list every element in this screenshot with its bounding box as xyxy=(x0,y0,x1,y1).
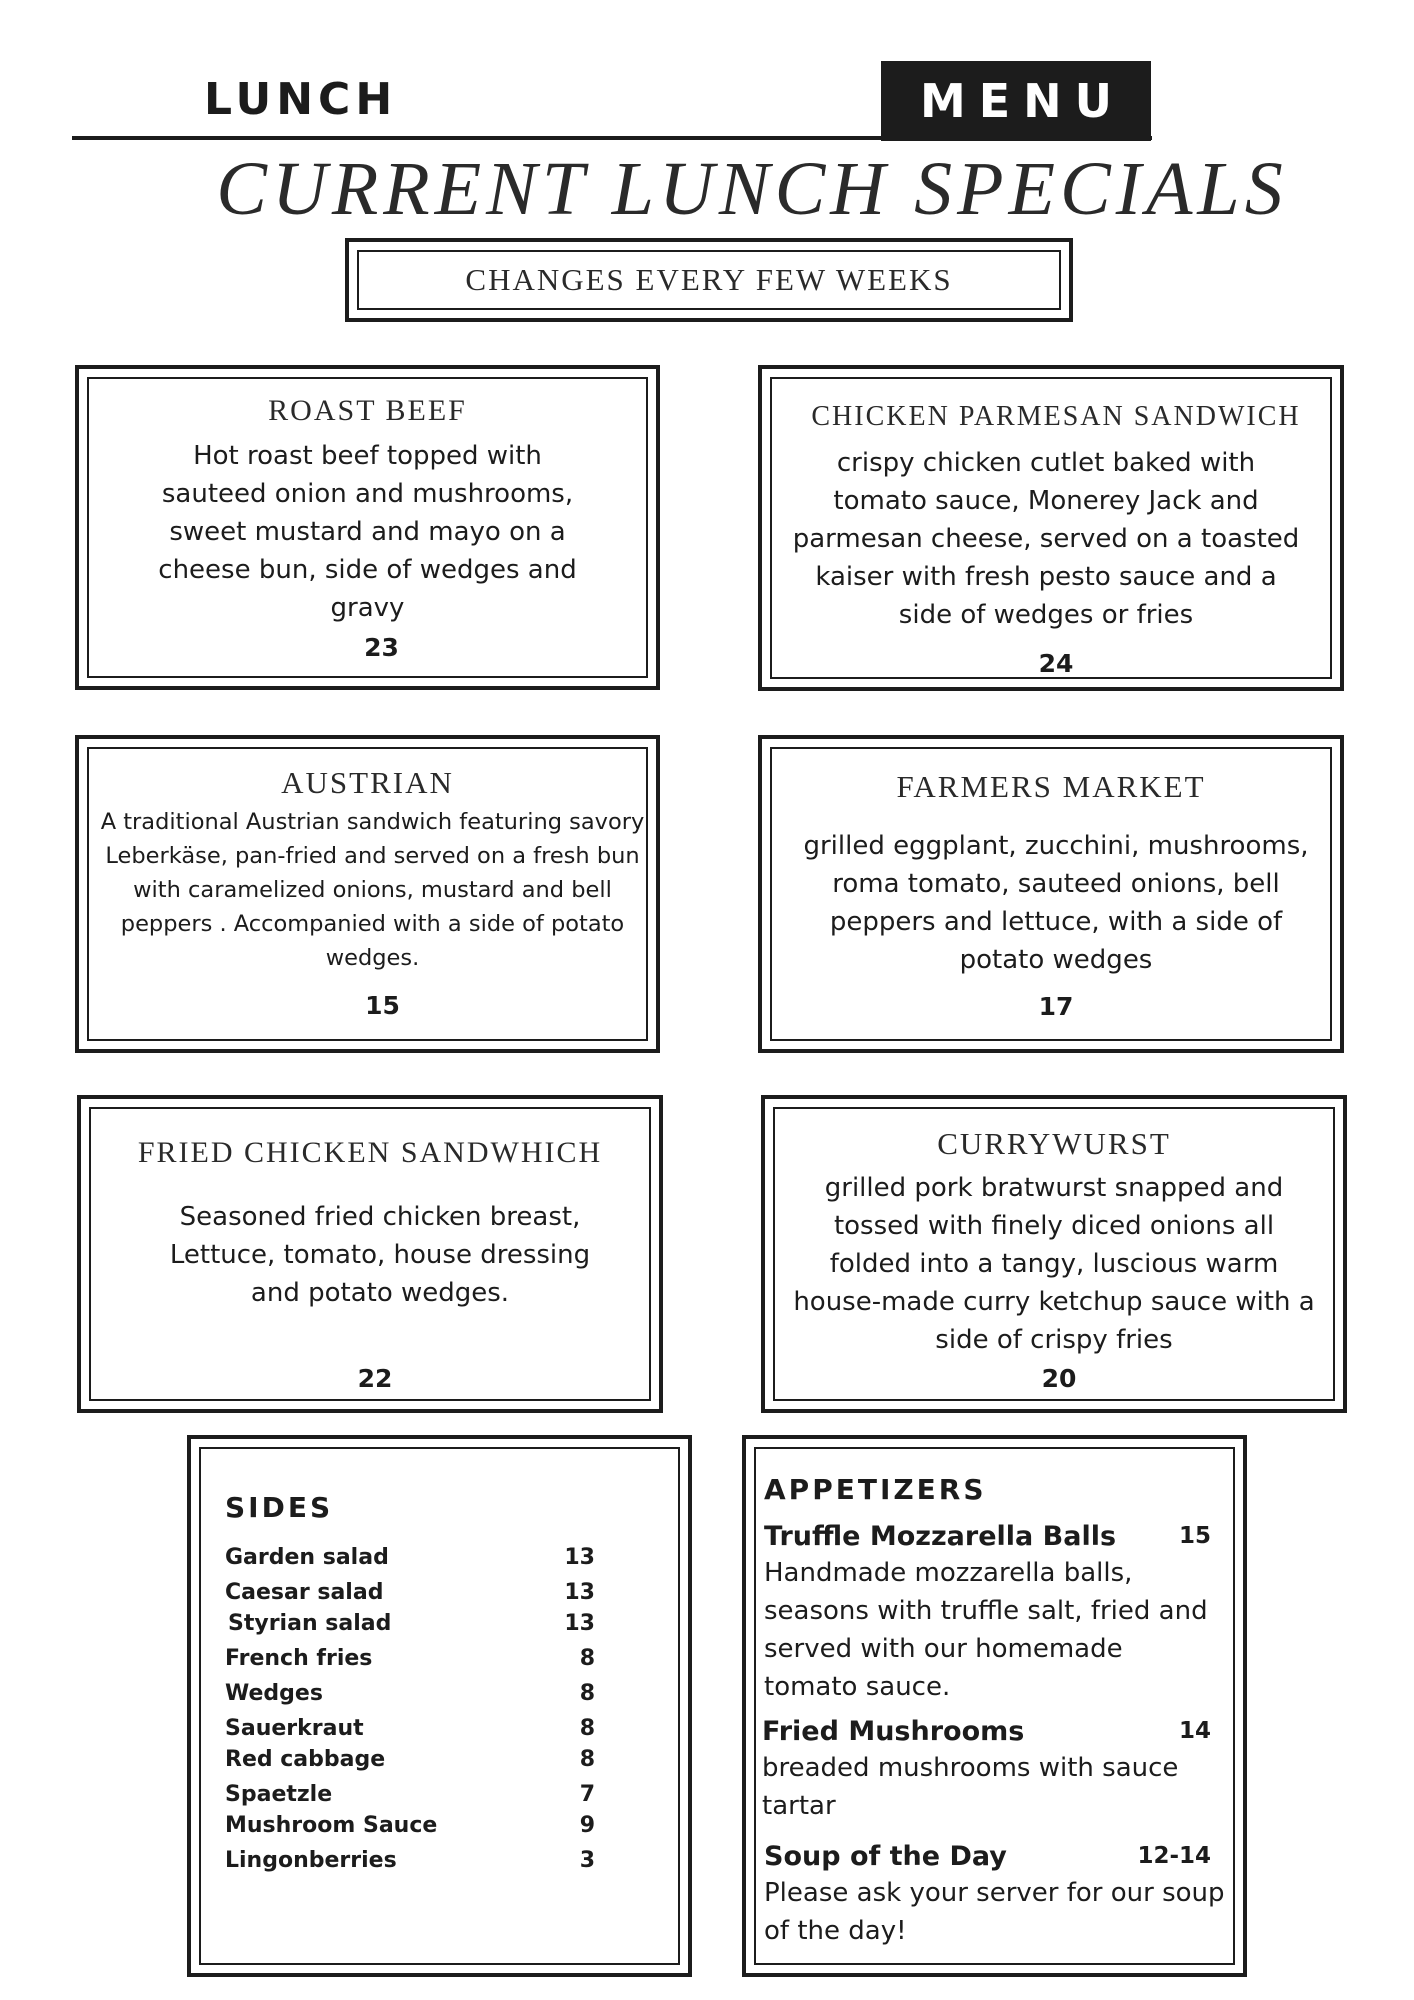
special-description: Hot roast beef topped with sauteed onion and mushrooms, sweet mustard and mayo on a cheese bun, side of wedges and gravy xyxy=(158,441,577,623)
appetizer-price: 14 xyxy=(1178,1718,1211,1744)
list-item: Caesar salad 13 xyxy=(225,1580,595,1605)
special-currywurst xyxy=(761,1095,1347,1413)
special-roast-beef xyxy=(75,365,660,690)
list-item: Mushroom Sauce 9 xyxy=(225,1813,595,1838)
appetizers-heading: APPETIZERS xyxy=(764,1473,987,1506)
lunch-label: LUNCH xyxy=(204,74,398,125)
special-title: FARMERS MARKET xyxy=(896,769,1206,804)
special-description: grilled pork bratwurst snapped and tossed with finely diced onions all folded into a tangy, luscious warm house-made curry ketchup sauce with a side of crispy fries xyxy=(793,1173,1315,1355)
special-title: ROAST BEEF xyxy=(268,394,467,427)
special-title: FRIED CHICKEN SANDWHICH xyxy=(137,1136,603,1169)
list-item: Sauerkraut 8 xyxy=(225,1716,595,1741)
appetizer-description: breaded mushrooms with sauce tartar xyxy=(762,1753,1179,1821)
list-item: Red cabbage 8 xyxy=(225,1747,595,1772)
appetizer-description: Handmade mozzarella balls, seasons with truffle salt, fried and served with our homemade tomato sauce. xyxy=(764,1558,1208,1702)
subtitle: CHANGES EVERY FEW WEEKS xyxy=(357,250,1061,310)
special-chicken-parmesan xyxy=(758,365,1344,691)
special-description: crispy chicken cutlet baked with tomato sauce, Monerey Jack and parmesan cheese, served on a toasted kaiser with fresh pesto sauce and a side of wedges or fries xyxy=(792,448,1300,630)
special-austrian xyxy=(75,735,660,1053)
appetizer-name: Soup of the Day xyxy=(764,1841,1007,1872)
special-price: 15 xyxy=(365,991,400,1020)
special-title: CURRYWURST xyxy=(937,1126,1171,1161)
list-item: Spaetzle 7 xyxy=(225,1782,595,1807)
appetizer-description: Please ask your server for our soup of the day! xyxy=(764,1878,1225,1946)
special-farmers-market xyxy=(758,735,1344,1053)
sides-heading: SIDES xyxy=(225,1491,334,1524)
appetizer-price: 12-14 xyxy=(1137,1843,1211,1869)
special-price: 17 xyxy=(1038,992,1074,1021)
special-title: AUSTRIAN xyxy=(281,765,454,800)
appetizer-price: 15 xyxy=(1178,1523,1211,1549)
special-price: 24 xyxy=(1038,649,1074,678)
special-description: grilled eggplant, zucchini, mushrooms, roma tomato, sauteed onions, bell peppers and lettuce, with a side of potato wedges xyxy=(803,831,1309,975)
special-price: 23 xyxy=(364,633,399,662)
list-item: French fries 8 xyxy=(225,1646,595,1671)
subtitle-box xyxy=(345,238,1073,322)
special-title: CHICKEN PARMESAN SANDWICH xyxy=(811,401,1301,432)
sides-box xyxy=(187,1435,692,1977)
special-description: Seasoned fried chicken breast, Lettuce, tomato, house dressing and potato wedges. xyxy=(169,1202,591,1308)
appetizers-box xyxy=(742,1435,1247,1977)
special-price: 22 xyxy=(357,1364,393,1393)
special-fried-chicken xyxy=(77,1095,663,1413)
appetizer-name: Truffle Mozzarella Balls xyxy=(764,1521,1117,1552)
special-description: A traditional Austrian sandwich featuring savory Leberkäse, pan-fried and served on a fresh bun with caramelized onions, mustard and bell peppers . Accompanied with a side of potato wedges. xyxy=(100,809,645,971)
menu-label: MENU xyxy=(881,61,1151,141)
page-title: CURRENT LUNCH SPECIALS xyxy=(216,147,1288,231)
sides-list xyxy=(205,1545,605,1905)
list-item: Lingonberries 3 xyxy=(225,1848,595,1873)
list-item: Wedges 8 xyxy=(225,1681,595,1706)
list-item: Styrian salad 13 xyxy=(228,1611,595,1636)
list-item: Garden salad 13 xyxy=(225,1545,595,1570)
appetizer-name: Fried Mushrooms xyxy=(762,1716,1025,1747)
special-price: 20 xyxy=(1041,1364,1077,1393)
